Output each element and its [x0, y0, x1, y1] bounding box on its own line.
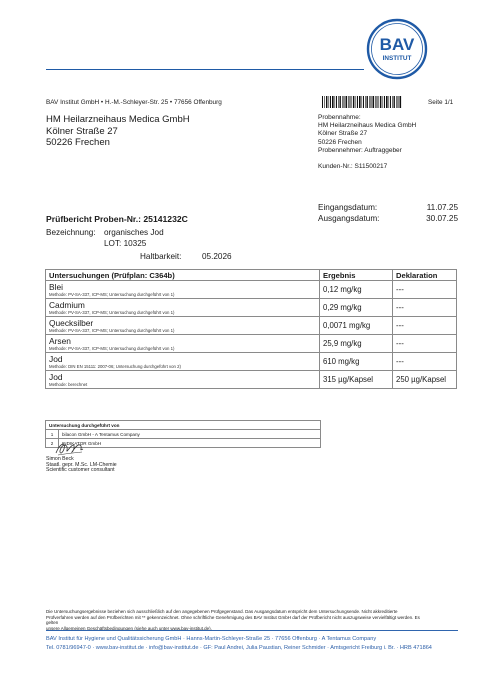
address-line-company: HM Heilarzneihaus Medica GmbH	[46, 114, 190, 125]
customer-number: Kunden-Nr.: S11500217	[318, 163, 388, 171]
page-number: Seite 1/1	[428, 99, 454, 106]
param-name: Jod	[49, 371, 63, 382]
designation-label: Bezeichnung:	[46, 228, 96, 237]
declaration-value: ---	[393, 281, 457, 299]
recipient-address	[46, 114, 190, 149]
result-value: 0,0071 mg/kg	[320, 317, 393, 335]
eingang-label: Eingangsdatum:	[318, 203, 378, 212]
bav-institut-logo	[366, 18, 428, 80]
disclaimer	[46, 609, 432, 631]
lab-name: INDIKATOR GmbH	[59, 439, 321, 448]
sender-line: BAV Institut GmbH • H.-M.-Schleyer-Str. 25 • 77656 Offenburg	[46, 99, 222, 106]
declaration-value: ---	[393, 299, 457, 317]
declaration-value: 250 µg/Kapsel	[393, 371, 457, 389]
result-value: 0,12 mg/kg	[320, 281, 393, 299]
footer-company-line: BAV Institut für Hygiene und Qualitätssicherung GmbH · Hanns-Martin-Schleyer-Straße 25 · 77656 Offenburg · A Tentamus Company	[46, 636, 377, 642]
param-method: Methode: PV-SA-337, ICP-MS; Untersuchung durchgeführt von 1)	[49, 327, 175, 333]
col-header-deklaration: Deklaration	[393, 270, 457, 281]
barcode	[322, 96, 402, 108]
designation-block	[46, 227, 164, 249]
labs-header-row	[46, 421, 321, 430]
table-row	[46, 335, 457, 353]
designation-value: organisches Jod	[104, 228, 164, 237]
results-header-row	[46, 270, 457, 281]
col-header-untersuchungen: Untersuchungen (Prüfplan: C364b)	[46, 270, 320, 281]
lab-name: bilacon GmbH - A Tentamus Company	[59, 430, 321, 439]
param-name: Cadmium	[49, 299, 85, 310]
disclaimer-line: unsere Allgemeinen Geschäftsbedingungen (siehe auch unter www.bav-institut.de).	[46, 625, 212, 631]
header-rule	[46, 69, 364, 70]
footer-rule	[46, 630, 458, 631]
address-line-city: 50226 Frechen	[46, 137, 110, 148]
lot-number: LOT: 10325	[104, 239, 147, 248]
table-row	[46, 353, 457, 371]
param-name: Arsen	[49, 335, 71, 346]
result-value: 25,9 mg/kg	[320, 335, 393, 353]
param-method: Methode: PV-SA-337, ICP-MS; Untersuchung durchgeführt von 1)	[49, 345, 175, 351]
table-row	[46, 299, 457, 317]
signer-title: Staatl. gepr. M.Sc. LM-Chemie	[46, 461, 117, 468]
meta-probennahme-label: Probennahme:	[318, 114, 361, 121]
declaration-value: ---	[393, 353, 457, 371]
declaration-value: ---	[393, 335, 457, 353]
lab-index: 1	[46, 430, 59, 439]
table-row	[46, 371, 457, 389]
meta-city: 50226 Frechen	[318, 138, 362, 146]
eingang-value: 11.07.25	[426, 203, 458, 212]
shelf-life-value: 05.2026	[202, 252, 232, 261]
shelf-life-label: Haltbarkeit:	[140, 252, 182, 261]
meta-street: Kölner Straße 27	[318, 130, 368, 138]
ausgang-label: Ausgangsdatum:	[318, 213, 380, 223]
param-method: Methode: PV-SA-337, ICP-MS; Untersuchung durchgeführt von 1)	[49, 309, 175, 315]
footer-contact-line: Tel. 0781/96947-0 · www.bav-institut.de · info@bav-institut.de · GF: Paul Andrei, Julia Paustian, Reiner Schmider · Amtsgericht Freiburg i. Br. · HRB 471864	[46, 645, 432, 651]
param-method: Methode: PV-SA-337, ICP-MS; Untersuchung durchgeführt von 1)	[49, 291, 175, 297]
param-name: Quecksilber	[49, 317, 94, 328]
param-name: Jod	[49, 353, 63, 364]
logo-text-bav: BAV	[379, 35, 415, 54]
result-value: 610 mg/kg	[320, 353, 393, 371]
signer-block	[46, 457, 117, 474]
table-row	[46, 281, 457, 299]
result-value: 315 µg/Kapsel	[320, 371, 393, 389]
meta-company: HM Heilarzneihaus Medica GmbH	[318, 122, 417, 130]
param-method: Methode: DIN EN 15111: 2007-06; Untersuchung durchgeführt von 2)	[49, 363, 181, 369]
signer-name: Simon Beck	[46, 456, 74, 462]
col-header-ergebnis: Ergebnis	[320, 270, 393, 281]
lab-index: 2	[46, 439, 59, 448]
shelf-life	[140, 252, 232, 261]
disclaimer-line: Prüfverfahren werden auf den Prüfberichten mit ** gekennzeichnet. Ohne schriftliche Genehmigung des BAV Institut GmbH darf der Prüfbericht nicht auszugsweise vervielfältigt werden. Es gelten	[46, 614, 420, 625]
declaration-value: ---	[393, 317, 457, 335]
param-name: Blei	[49, 281, 63, 292]
report-title: Prüfbericht Proben-Nr.: 25141232C	[46, 214, 188, 224]
table-row	[46, 317, 457, 335]
logo-text-institut: INSTITUT	[382, 55, 412, 62]
dates-block	[318, 203, 458, 224]
sample-meta	[318, 114, 416, 171]
result-value: 0,29 mg/kg	[320, 299, 393, 317]
results-table	[45, 269, 457, 389]
signer-role: Scientific customer consultant	[46, 467, 115, 474]
labs-header: Untersuchung durchgeführt von	[46, 421, 321, 430]
meta-probennehmer: Probennehmer: Auftraggeber	[318, 146, 402, 154]
param-method: Methode: berechnet	[49, 381, 88, 387]
address-line-street: Kölner Straße 27	[46, 125, 118, 137]
disclaimer-line: Die Untersuchungsergebnisse beziehen sich ausschließlich auf den angegebenen Prüfgegenstand. Das Ausgangsdatum entspricht dem Untersuchungsende. Nicht akkreditierte	[46, 609, 398, 614]
ausgang-value: 30.07.25	[426, 213, 458, 223]
